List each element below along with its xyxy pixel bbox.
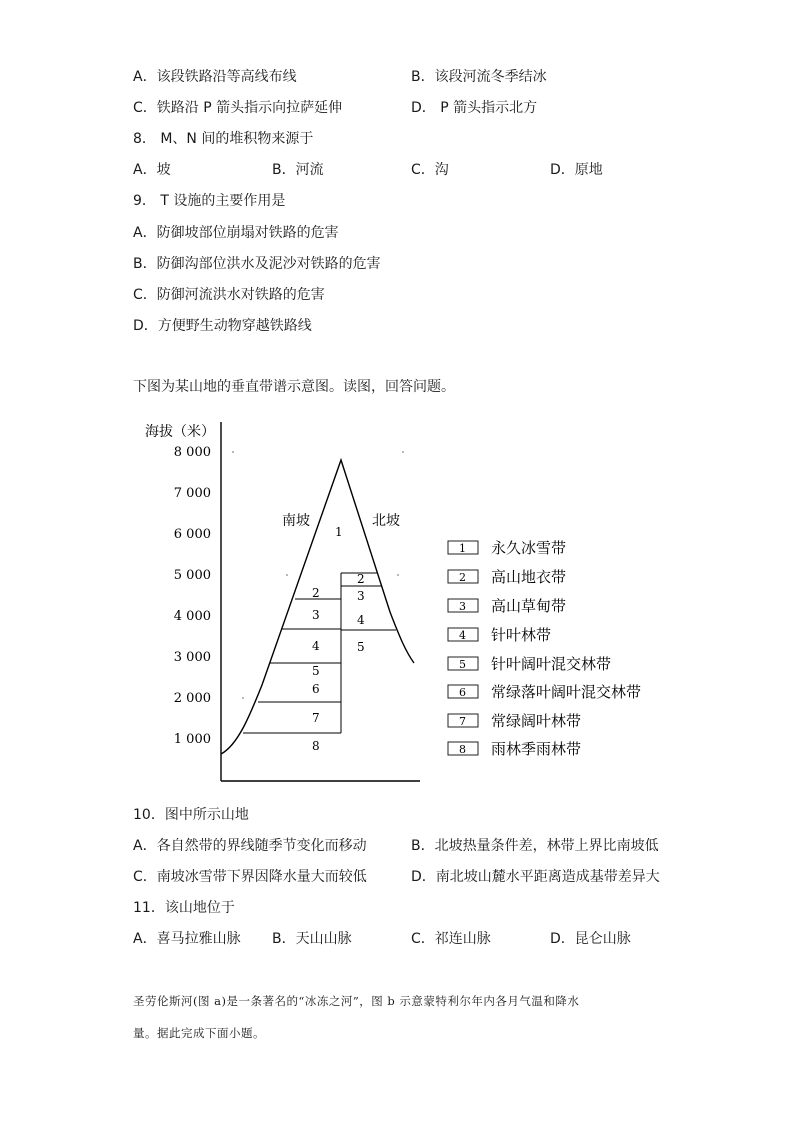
legend-num: 4 bbox=[459, 629, 466, 642]
legend-num: 8 bbox=[459, 743, 466, 756]
south-zone-2: 2 bbox=[312, 586, 320, 600]
q7-option-a: A．该段铁路沿等高线布线 bbox=[133, 69, 297, 85]
closing-line-1: 圣劳伦斯河(图 a)是一条著名的“冰冻之河”，图 b 示意蒙特利尔年内各月气温和降水 bbox=[133, 994, 580, 1008]
q7-option-b: B．该段河流冬季结冰 bbox=[411, 69, 547, 85]
q10-option-c: C．南坡冰雪带下界因降水量大而较低 bbox=[133, 869, 367, 885]
south-zone-4: 4 bbox=[312, 639, 320, 653]
q11-option-a: A．喜马拉雅山脉 bbox=[133, 931, 241, 947]
legend-num: 2 bbox=[459, 571, 466, 584]
legend-label: 高山地衣带 bbox=[491, 568, 567, 586]
south-zone-8: 8 bbox=[312, 739, 320, 753]
q8-option-c: C．沟 bbox=[411, 162, 449, 178]
legend-item bbox=[448, 597, 566, 615]
y-tick-8000: 8 000 bbox=[173, 445, 211, 460]
legend-item bbox=[448, 683, 641, 701]
south-zone-7: 7 bbox=[312, 711, 320, 725]
north-zone-4: 4 bbox=[357, 613, 365, 627]
south-zone-3: 3 bbox=[312, 608, 320, 622]
zone-1-label: 1 bbox=[335, 525, 343, 539]
legend-num: 3 bbox=[459, 600, 466, 613]
y-tick-2000: 2 000 bbox=[173, 691, 211, 706]
south-slope-label: 南坡 bbox=[282, 513, 310, 529]
south-zone-5: 5 bbox=[312, 664, 320, 678]
y-tick-7000: 7 000 bbox=[173, 486, 211, 501]
q9-option-d: D．方便野生动物穿越铁路线 bbox=[133, 318, 312, 334]
y-tick-6000: 6 000 bbox=[173, 527, 211, 542]
y-tick-1000: 1 000 bbox=[173, 732, 211, 747]
legend-label: 针叶阔叶混交林带 bbox=[491, 655, 612, 673]
q11-option-c: C．祁连山脉 bbox=[411, 931, 491, 947]
legend-item bbox=[448, 568, 566, 586]
legend-num: 1 bbox=[459, 542, 466, 555]
south-zone-6: 6 bbox=[312, 682, 320, 696]
q10-option-a: A．各自然带的界线随季节变化而移动 bbox=[133, 838, 367, 854]
figure-intro: 下图为某山地的垂直带谱示意图。读图，回答问题。 bbox=[133, 379, 455, 395]
legend-item bbox=[448, 712, 581, 730]
q10-option-d: D．南北坡山麓水平距离造成基带差异大 bbox=[411, 869, 660, 885]
legend-label: 常绿阔叶林带 bbox=[491, 712, 582, 730]
legend-num: 7 bbox=[459, 715, 466, 728]
q9-stem: 9． T 设施的主要作用是 bbox=[133, 193, 286, 209]
legend-label: 永久冰雪带 bbox=[491, 539, 567, 557]
y-axis-label: 海拔（米） bbox=[145, 424, 215, 440]
q8-option-a: A．坡 bbox=[133, 162, 171, 178]
q11-option-b: B．天山山脉 bbox=[272, 931, 352, 947]
q8-stem: 8． M、N 间的堆积物来源于 bbox=[133, 131, 314, 147]
north-slope-label: 北坡 bbox=[372, 513, 400, 529]
north-zone-2: 2 bbox=[357, 572, 365, 586]
q9-option-a: A．防御坡部位崩塌对铁路的危害 bbox=[133, 225, 339, 241]
legend-label: 高山草甸带 bbox=[491, 597, 567, 615]
legend-item bbox=[448, 655, 611, 673]
legend-item bbox=[448, 740, 581, 758]
q11-option-d: D．昆仑山脉 bbox=[550, 931, 631, 947]
y-tick-5000: 5 000 bbox=[173, 568, 211, 583]
legend bbox=[448, 539, 641, 758]
q10-stem: 10．图中所示山地 bbox=[133, 807, 249, 823]
legend-label: 雨林季雨林带 bbox=[491, 740, 582, 758]
legend-label: 常绿落叶阔叶混交林带 bbox=[491, 683, 642, 701]
q11-stem: 11．该山地位于 bbox=[133, 900, 235, 916]
north-zone-5: 5 bbox=[357, 640, 365, 654]
y-tick-4000: 4 000 bbox=[173, 609, 211, 624]
vertical-zonation-figure bbox=[0, 410, 794, 790]
legend-num: 6 bbox=[459, 686, 466, 699]
legend-item bbox=[448, 626, 551, 644]
q8-option-b: B．河流 bbox=[272, 162, 324, 178]
mountain-profile bbox=[221, 460, 414, 754]
legend-num: 5 bbox=[459, 658, 466, 671]
north-zone-3: 3 bbox=[357, 589, 365, 603]
q7-option-c: C．铁路沿 P 箭头指示向拉萨延伸 bbox=[133, 100, 343, 116]
q9-option-b: B．防御沟部位洪水及泥沙对铁路的危害 bbox=[133, 256, 381, 272]
y-tick-3000: 3 000 bbox=[173, 650, 211, 665]
q10-option-b: B．北坡热量条件差，林带上界比南坡低 bbox=[411, 838, 659, 854]
q8-option-d: D．原地 bbox=[550, 162, 603, 178]
legend-label: 针叶林带 bbox=[491, 626, 552, 644]
closing-line-2: 量。据此完成下面小题。 bbox=[133, 1026, 265, 1040]
q9-option-c: C．防御河流洪水对铁路的危害 bbox=[133, 287, 325, 303]
q7-option-d: D． P 箭头指示北方 bbox=[411, 100, 538, 116]
legend-item bbox=[448, 539, 566, 557]
